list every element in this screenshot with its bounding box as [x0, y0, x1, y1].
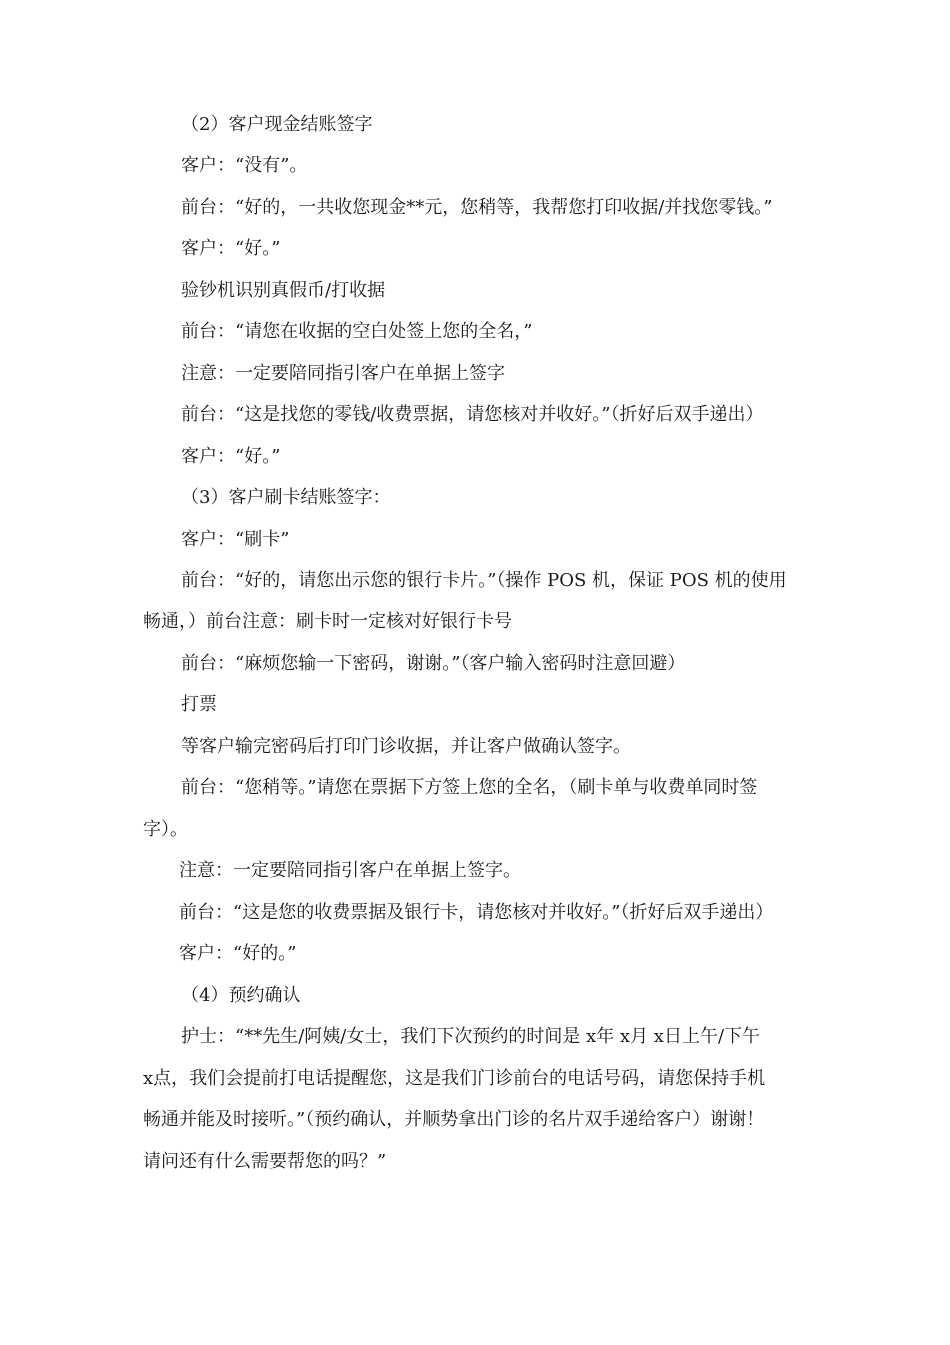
text-line: 等客户输完密码后打印门诊收据，并让客户做确认签字。: [181, 736, 631, 757]
text-line: 客户：“好。”: [181, 446, 281, 467]
text-line: 前台：“好的，请您出示您的银行卡片。”（操作 POS 机，保证 POS 机的使用: [181, 570, 787, 591]
text-line: 前台：“这是找您的零钱/收费票据，请您核对并收好。”（折好后双手递出）: [181, 404, 764, 425]
text-line: 打票: [181, 694, 217, 715]
text-line: 客户：“好。”: [181, 238, 281, 259]
text-line: 前台：“麻烦您输一下密码，谢谢。”（客户输入密码时注意回避）: [181, 653, 686, 674]
section-2-heading: （2）客户现金结账签字: [181, 114, 373, 135]
text-line: 注意：一定要陪同指引客户在单据上签字: [181, 363, 505, 384]
text-line: 前台：“这是您的收费票据及银行卡，请您核对并收好。”（折好后双手递出）: [179, 902, 774, 923]
text-line: 护士：“**先生/阿姨/女士，我们下次预约的时间是 x年 x月 x日上午/下午: [181, 1026, 761, 1047]
text-line: 前台：“您稍等。”请您在票据下方签上您的全名，（刷卡单与收费单同时签: [181, 777, 758, 798]
text-line: 字）。: [143, 819, 188, 840]
text-line: 请问还有什么需要帮您的吗？”: [143, 1151, 387, 1172]
text-line: 畅通，）前台注意：刷卡时一定核对好银行卡号: [143, 611, 512, 632]
text-line: 注意：一定要陪同指引客户在单据上签字。: [179, 860, 521, 881]
section-4-heading: （4）预约确认: [181, 985, 301, 1006]
text-line: 畅通并能及时接听。”（预约确认，并顺势拿出门诊的名片双手递给客户）谢谢！: [143, 1109, 765, 1130]
text-line: 客户：“刷卡”: [181, 529, 290, 550]
text-line: 前台：“好的，一共收您现金**元，您稍等，我帮您打印收据/并找您零钱。”: [181, 197, 773, 218]
text-line: 验钞机识别真假币/打收据: [181, 280, 386, 301]
text-line: 前台：“请您在收据的空白处签上您的全名，”: [181, 321, 533, 342]
text-line: x点，我们会提前打电话提醒您，这是我们门诊前台的电话号码，请您保持手机: [143, 1068, 766, 1089]
text-line: 客户：“没有”。: [181, 155, 308, 176]
text-line: 客户：“好的。”: [179, 943, 297, 964]
section-3-heading: （3）客户刷卡结账签字：: [181, 487, 391, 508]
